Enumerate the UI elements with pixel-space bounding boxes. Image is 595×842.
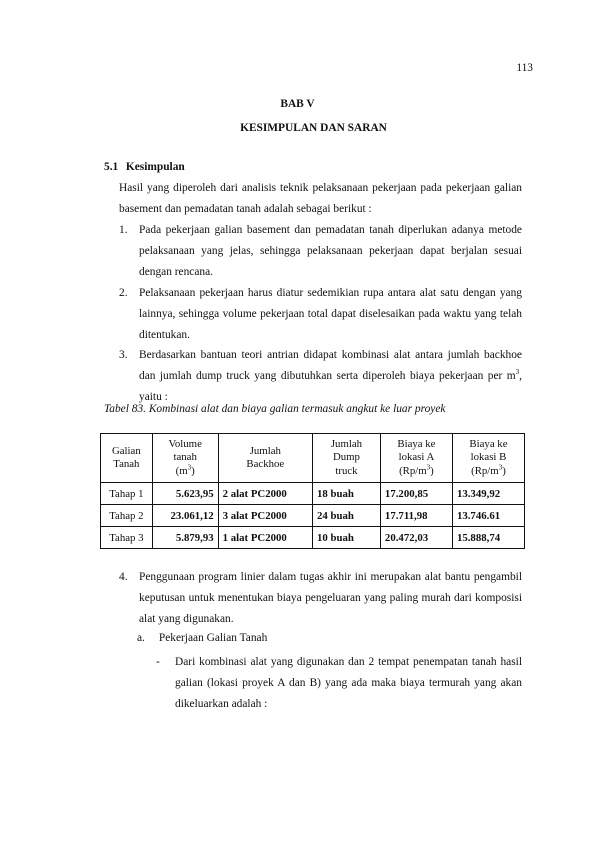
list-text: Pelaksanaan pekerjaan harus diatur sedemikian rupa antara alat satu dengan yang lainnya, sehingga volume pekerjaan total dapat diselesaikan pada waktu yang telah ditentukan. (139, 287, 522, 341)
header-line: ) (430, 464, 434, 477)
cell-dump-truck: 10 buah (312, 527, 380, 549)
cost-table (100, 433, 525, 549)
table-caption: Tabel 83. Kombinasi alat dan biaya galian termasuk angkut ke luar proyek (104, 403, 446, 415)
list-marker: 3. (119, 349, 128, 361)
header-line: lokasi B (470, 451, 507, 464)
table-row (101, 483, 525, 505)
cell-volume: 5.879,93 (152, 527, 218, 549)
list-text (139, 345, 522, 407)
header-line: (Rp/m (471, 464, 499, 477)
superscript: 3 (498, 463, 503, 472)
superscript: 3 (426, 463, 431, 472)
cell-cost-a: 17.200,85 (380, 483, 452, 505)
header-line: lokasi A (398, 451, 435, 464)
header-biaya-a (380, 434, 452, 483)
dash-text: Dari kombinasi alat yang digunakan dan 2 tempat penempatan tanah hasil galian (lokasi proyek A dan B) yang ada maka biaya termurah yang akan dikeluarkan adalah : (175, 656, 522, 710)
cell-backhoe: 2 alat PC2000 (218, 483, 312, 505)
list-text: Penggunaan program linier dalam tugas akhir ini merupakan alat bantu pengambil keputusan untuk menentukan biaya pengeluaran yang paling murah dari komposisi alat yang digunakan. (139, 571, 522, 625)
header-line: Backhoe (246, 458, 285, 470)
list-text-main: Berdasarkan bantuan teori antrian didapat kombinasi alat antara jumlah backhoe dan jumlah dump truck yang dibutuhkan serta diperoleh biaya pekerjaan per m (139, 349, 522, 382)
cell-stage: Tahap 1 (101, 483, 153, 505)
list-item-3 (119, 345, 522, 407)
table-row (101, 527, 525, 549)
page-number: 113 (516, 62, 533, 74)
sub-text: Pekerjaan Galian Tanah (158, 632, 268, 644)
cell-cost-b: 15.888,74 (452, 527, 524, 549)
header-line: (m (175, 464, 188, 477)
header-line: Biaya ke (469, 437, 508, 450)
list-marker: 2. (119, 287, 128, 299)
header-line: ) (502, 464, 506, 477)
cell-stage: Tahap 3 (101, 527, 153, 549)
header-line: Volume (168, 437, 202, 450)
header-line: Tanah (113, 458, 140, 470)
cell-backhoe: 1 alat PC2000 (218, 527, 312, 549)
header-dump-truck (312, 434, 380, 483)
cell-cost-b: 13.746.61 (452, 505, 524, 527)
table-header-row (101, 434, 525, 483)
cell-cost-b: 13.349,92 (452, 483, 524, 505)
superscript: 3 (187, 463, 192, 472)
cell-backhoe: 3 alat PC2000 (218, 505, 312, 527)
header-volume (152, 434, 218, 483)
list-marker: 4. (119, 571, 128, 583)
sub-marker: a. (137, 632, 145, 644)
header-line: Jumlah (249, 444, 281, 457)
intro-paragraph: Hasil yang diperoleh dari analisis teknik pelaksanaan pekerjaan pada pekerjaan galian basement dan pemadatan tanah adalah sebagai berikut : (119, 182, 522, 215)
header-line: Galian (111, 444, 141, 457)
sub-item-a (137, 628, 267, 649)
dash-marker: - (156, 656, 160, 668)
header-line: Dump (332, 451, 360, 464)
chapter-title: KESIMPULAN DAN SARAN (240, 122, 387, 134)
header-line: truck (335, 464, 358, 477)
list-text-end: , yaitu : (139, 369, 522, 403)
table-row (101, 505, 525, 527)
cell-volume: 5.623,95 (152, 483, 218, 505)
header-backhoe (218, 434, 312, 483)
header-line: Jumlah (330, 437, 363, 450)
superscript: 3 (515, 368, 520, 376)
section-heading (104, 161, 185, 173)
header-galian (101, 434, 153, 483)
cell-cost-a: 17.711,98 (380, 505, 452, 527)
cell-stage: Tahap 2 (101, 505, 153, 527)
header-line: Biaya ke (397, 437, 436, 450)
list-item-4 (119, 567, 522, 629)
list-item-2 (119, 283, 522, 345)
header-line: (Rp/m (399, 464, 427, 477)
list-marker: 1. (119, 224, 128, 236)
header-biaya-b (452, 434, 524, 483)
list-text: Pada pekerjaan galian basement dan pemadatan tanah diperlukan adanya metode pelaksanaan yang jelas, sehingga pelaksanaan pekerjaan dapat berjalan sesuai dengan rencana. (139, 224, 522, 278)
cell-dump-truck: 18 buah (312, 483, 380, 505)
dash-item (156, 652, 522, 714)
cell-dump-truck: 24 buah (312, 505, 380, 527)
list-item-1 (119, 220, 522, 282)
chapter-label: BAB V (280, 98, 315, 110)
header-line: tanah (173, 451, 197, 464)
section-title: Kesimpulan (125, 161, 185, 173)
header-line: ) (191, 464, 195, 477)
section-number: 5.1 (104, 161, 119, 173)
cell-volume: 23.061,12 (152, 505, 218, 527)
cell-cost-a: 20.472,03 (380, 527, 452, 549)
